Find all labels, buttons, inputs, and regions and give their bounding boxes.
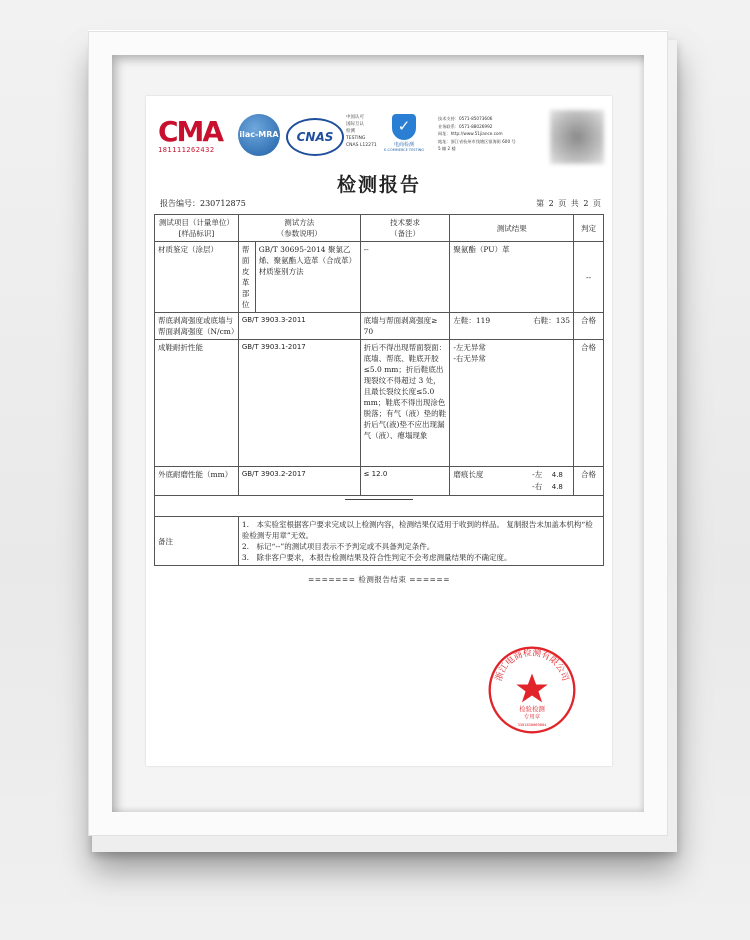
- table-divider-row: [155, 496, 604, 517]
- seal-number: 3301830069884: [517, 722, 547, 727]
- cell-item: 帮底剥离强度或底墙与帮面剥离强度（N/cm）: [155, 313, 239, 340]
- official-seal: [486, 644, 578, 736]
- cell-requirement: ≤ 12.0: [360, 467, 450, 496]
- shield-en: E-COMMERCE TESTING: [383, 148, 425, 152]
- header-method-sub: （参数说明）: [276, 229, 322, 238]
- cnas-info: [346, 114, 386, 149]
- result-left-label: -左: [532, 470, 543, 479]
- table-row: [155, 313, 604, 340]
- cell-method: GB/T 3903.3-2011: [238, 313, 360, 340]
- ilac-mra-logo: ilac-MRA: [238, 114, 280, 156]
- blurred-qr-code: [550, 110, 604, 164]
- cnas-info-line: TESTING: [346, 136, 366, 141]
- contact-info: [438, 115, 548, 153]
- header-result: 测试结果: [450, 215, 574, 242]
- report-page: [146, 96, 612, 766]
- result-right: 右鞋：135: [533, 316, 571, 325]
- cell-method: GB/T 3903.2-2017: [238, 467, 360, 496]
- header-method-label: 测试方法: [284, 218, 315, 227]
- cell-result: [450, 340, 574, 467]
- cell-item: 成鞋耐折性能: [155, 340, 239, 467]
- result-line: -右无异常: [453, 354, 486, 363]
- divider-cell: [155, 496, 604, 517]
- header-method: [238, 215, 360, 242]
- check-shield-icon: ✓: [392, 114, 416, 140]
- header-item-sub: [样品标识]: [178, 229, 215, 238]
- cell-requirement: --: [360, 242, 450, 313]
- table-row: [155, 242, 604, 313]
- note-line: 1. 本实验室根据客户要求完成以上检测内容，检测结果仅适用于收到的样品。 复制报告未加盖本机构“检验检测专用章”无效。: [241, 520, 593, 540]
- header-requirement-sub: （备注）: [389, 229, 420, 238]
- notes-label: 备注: [155, 517, 239, 566]
- notes-cell: [238, 517, 603, 566]
- results-table: [154, 214, 604, 566]
- cell-requirement: 折后不得出现帮面裂面：底墙、帮底、鞋底开胶≤5.0 mm；折后鞋底出现裂纹不得超过 3 处，且最长裂纹长度≤5.0 mm；鞋底不得出现涂色脱落；有气（液）垫的鞋折后气(液)垫不应出现漏气（液）、瘪塌现象: [360, 340, 450, 467]
- contact-line: 5 幢 2 楼: [438, 146, 456, 151]
- cma-mark: CMA: [158, 115, 223, 148]
- contact-line: 地址：浙江省杭州市钱塘区银海街 600 号: [438, 138, 516, 144]
- cnas-info-line: 国际互认: [346, 122, 364, 127]
- ecommerce-testing-logo: [382, 114, 426, 158]
- cell-method-text: GB/T 30695-2014 聚氯乙烯、聚氨酯人造革（合成革）材质鉴别方法: [258, 245, 357, 276]
- cell-verdict: 合格: [574, 467, 604, 496]
- cell-result: [450, 313, 574, 340]
- result-label: 磨痕长度: [453, 470, 484, 479]
- result-right-value: 4.8: [551, 483, 563, 491]
- note-line: 2. 标记“--”的测试项目表示不予判定或不具备判定条件。: [241, 542, 435, 551]
- report-number: 报告编号：230712875: [160, 199, 246, 208]
- result-line: -左无异常: [453, 343, 486, 352]
- table-row: [155, 467, 604, 496]
- cnas-info-line: 检测: [346, 129, 355, 134]
- cell-verdict: 合格: [574, 313, 604, 340]
- cell-verdict: --: [574, 242, 604, 313]
- report-end-text: ======= 检测报告结束 ======: [308, 575, 450, 584]
- table-row: [155, 340, 604, 467]
- cell-method-label: 帮面皮革部位: [239, 242, 256, 312]
- seal-center-text-2: 专用章: [523, 714, 541, 721]
- header-item-label: 测试项目（计量单位）: [158, 218, 234, 227]
- cell-requirement: 底墙与帮面剥离强度≥ 70: [360, 313, 450, 340]
- divider-line: [345, 499, 413, 500]
- shield-name: 电商检测: [393, 142, 414, 148]
- cnas-info-line: CNAS L12271: [346, 143, 377, 148]
- header-requirement-label: 技术要求: [389, 218, 420, 227]
- contact-line: 网址：http://www.51jiance.com: [438, 131, 503, 136]
- notes-row: [155, 517, 604, 566]
- header-item: [155, 215, 239, 242]
- cell-method: [238, 242, 360, 313]
- cell-method: GB/T 3903.1-2017: [238, 340, 360, 467]
- report-title: 检测报告: [336, 174, 421, 196]
- result-right-label: -右: [532, 482, 543, 491]
- header-requirement: [360, 215, 450, 242]
- cell-item: 外底耐磨性能（mm）: [155, 467, 239, 496]
- seal-star-icon: [516, 673, 547, 702]
- table-header-row: [155, 215, 604, 242]
- result-left: 左鞋：119: [453, 316, 491, 325]
- cma-number: 181111262432: [158, 146, 215, 154]
- cell-result: 聚氨酯（PU）革: [450, 242, 574, 313]
- cnas-logo: CNAS: [286, 118, 344, 156]
- cell-verdict: 合格: [574, 340, 604, 467]
- contact-line: 技术支持：0571-85073606: [438, 116, 493, 121]
- header-verdict: 判定: [574, 215, 604, 242]
- header-logos: [156, 106, 604, 156]
- result-left-value: 4.8: [551, 471, 563, 479]
- cnas-info-line: 中国认可: [346, 115, 364, 120]
- cell-result: [450, 467, 574, 496]
- note-line: 3. 除非客户要求，本报告检测结果及符合性判定不会考虑测量结果的不确定度。: [241, 553, 512, 562]
- contact-line: 业务联系：0571-88026992: [438, 123, 493, 129]
- cma-logo: [158, 115, 230, 154]
- seal-center-text: 检验检测: [519, 705, 545, 714]
- cell-item: 材质鉴定（涂层）: [155, 242, 239, 313]
- seal-org-text: 浙江电商检测有限公司: [494, 648, 570, 683]
- page-number: 第 2 页 共 2 页: [536, 199, 602, 208]
